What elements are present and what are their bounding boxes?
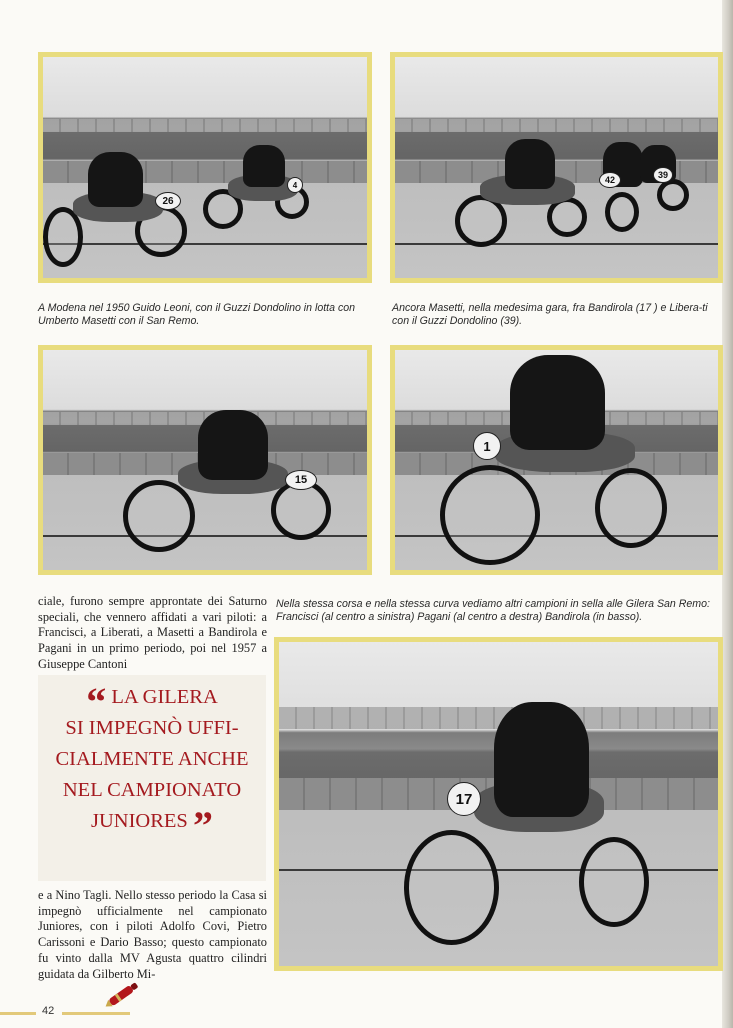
photo-frame-middle-left bbox=[38, 345, 372, 575]
open-quote-mark: “ bbox=[86, 679, 107, 724]
body-paragraph: ciale, furono sempre approntate dei Saturno speciali, che vennero affidati a vari piloti: a Francisci, a Liberati, a Masetti a Bandirola e Pagani in un primo periodo, poi nel 1957 a Giuseppe Cantoni bbox=[38, 594, 267, 671]
pull-quote bbox=[38, 679, 266, 848]
caption-top-left: A Modena nel 1950 Guido Leoni, con il Guzzi Dondolino in lotta con Umberto Masetti con il San Remo. bbox=[38, 302, 356, 327]
close-quote-mark: ” bbox=[192, 803, 213, 848]
footer-bar-right bbox=[62, 1012, 130, 1015]
body-text-top bbox=[38, 594, 267, 673]
photo-race-modena-2 bbox=[395, 57, 718, 278]
page-edge bbox=[722, 0, 733, 1028]
photo-frame-middle-right bbox=[390, 345, 723, 575]
photo-frame-bottom bbox=[274, 637, 723, 971]
caption-top-right: Ancora Masetti, nella medesima gara, fra Bandirola (17 ) e Libera-ti con il Guzzi Dondolino (39). bbox=[392, 302, 708, 327]
photo-pagani bbox=[395, 350, 718, 570]
photo-frame-top-right bbox=[390, 52, 723, 283]
footer-bar-left bbox=[0, 1012, 36, 1015]
photo-francisci bbox=[43, 350, 367, 570]
page-number: 42 bbox=[42, 1005, 55, 1017]
body-paragraph: e a Nino Tagli. Nello stesso periodo la Casa si impegnò ufficialmente nel campionato Juniores, con i piloti Adolfo Covi, Pietro Carissoni e Dario Basso; questo campionato fu vinto dalla MV Agusta quattro cilindri guidata da Gilberto Mi- bbox=[38, 888, 267, 981]
race-number: 1 bbox=[473, 432, 501, 460]
photo-race-modena-1 bbox=[43, 57, 367, 278]
fountain-pen-icon bbox=[102, 980, 142, 1010]
caption-middle: Nella stessa corsa e nella stessa curva vediamo altri campioni in sella alle Gilera San Remo: Francisci (al centro a sinistra) Pagani (al centro a destra) Bandirola (in basso). bbox=[276, 598, 710, 623]
race-number: 39 bbox=[653, 167, 673, 183]
race-number: 26 bbox=[155, 192, 181, 210]
body-text-bottom bbox=[38, 888, 267, 982]
race-number: 42 bbox=[599, 172, 621, 188]
photo-bandirola bbox=[279, 642, 718, 966]
pull-quote-line: NEL CAMPIONATO bbox=[62, 779, 242, 801]
photo-frame-top-left bbox=[38, 52, 372, 283]
pull-quote-line: “ LA GILERA bbox=[86, 679, 218, 724]
pull-quote-line: CIALMENTE ANCHE bbox=[55, 748, 249, 770]
race-number: 4 bbox=[287, 177, 303, 193]
race-number: 17 bbox=[447, 782, 481, 816]
pull-quote-line: JUNIORES ” bbox=[91, 803, 213, 848]
pull-quote-line: SI IMPEGNÒ UFFI- bbox=[65, 717, 239, 739]
race-number: 15 bbox=[285, 470, 317, 490]
